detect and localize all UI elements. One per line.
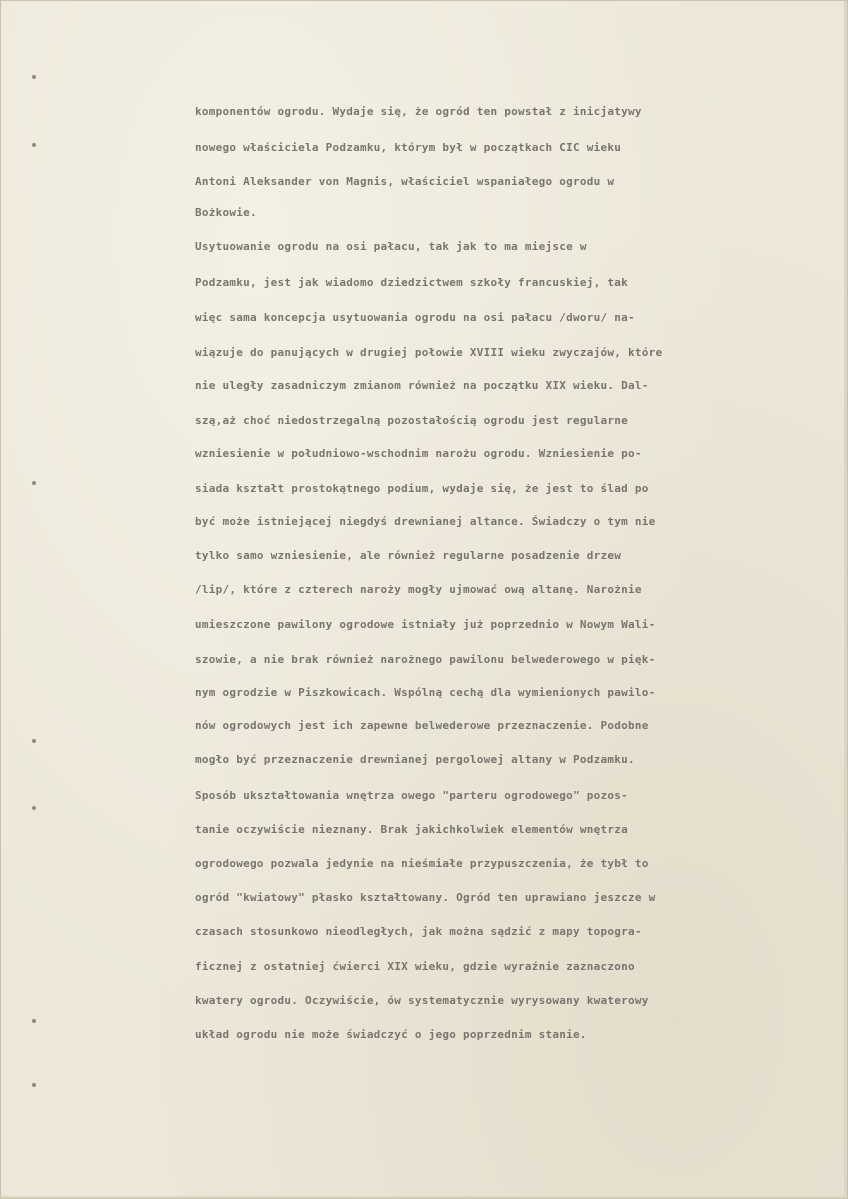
text-line: ogrodowego pozwala jedynie na nieśmiałe przypuszczenia, że tybł to <box>195 857 649 870</box>
text-line: szowie, a nie brak również narożnego pawilonu belwederowego w pięk- <box>195 653 656 666</box>
text-line: tanie oczywiście nieznany. Brak jakichkolwiek elementów wnętrza <box>195 823 628 836</box>
text-line: nym ogrodzie w Piszkowicach. Wspólną cechą dla wymienionych pawilo- <box>195 686 656 699</box>
text-line: Antoni Aleksander von Magnis, właściciel wspaniałego ogrodu w <box>195 175 615 188</box>
text-line: wiązuje do panujących w drugiej połowie XVIII wieku zwyczajów, które <box>195 346 663 359</box>
text-line: Podzamku, jest jak wiadomo dziedzictwem szkoły francuskiej, tak <box>195 276 628 289</box>
text-line: ficznej z ostatniej ćwierci XIX wieku, gdzie wyraźnie zaznaczono <box>195 960 635 973</box>
text-line: nów ogrodowych jest ich zapewne belwederowe przeznaczenie. Podobne <box>195 719 649 732</box>
text-line: /lip/, które z czterech naroży mogły ujmować ową altanę. Narożnie <box>195 583 642 596</box>
margin-speck <box>32 143 36 147</box>
text-line: tylko samo wzniesienie, ale również regularne posadzenie drzew <box>195 549 622 562</box>
margin-speck <box>32 806 36 810</box>
text-line: umieszczone pawilony ogrodowe istniały już poprzednio w Nowym Wali- <box>195 618 656 631</box>
text-line: czasach stosunkowo nieodległych, jak można sądzić z mapy topogra- <box>195 925 642 938</box>
text-line: siada kształt prostokątnego podium, wydaje się, że jest to ślad po <box>195 482 649 495</box>
text-line: szą,aż choć niedostrzegalną pozostałością ogrodu jest regularne <box>195 414 628 427</box>
margin-speck <box>32 481 36 485</box>
text-line: układ ogrodu nie może świadczyć o jego poprzednim stanie. <box>195 1028 587 1041</box>
text-line: być może istniejącej niegdyś drewnianej altance. Świadczy o tym nie <box>195 515 656 528</box>
margin-speck <box>32 1083 36 1087</box>
text-line: Bożkowie. <box>195 206 257 219</box>
margin-speck <box>32 739 36 743</box>
text-line: Sposób ukształtowania wnętrza owego "parteru ogrodowego" pozos- <box>195 789 628 802</box>
text-line: więc sama koncepcja usytuowania ogrodu na osi pałacu /dworu/ na- <box>195 311 635 324</box>
text-line: mogło być przeznaczenie drewnianej pergolowej altany w Podzamku. <box>195 753 635 766</box>
text-line: Usytuowanie ogrodu na osi pałacu, tak jak to ma miejsce w <box>195 240 587 253</box>
text-line: ogród "kwiatowy" płasko kształtowany. Ogród ten uprawiano jeszcze w <box>195 891 656 904</box>
margin-speck <box>32 75 36 79</box>
text-line: nowego właściciela Podzamku, którym był w początkach CIC wieku <box>195 141 622 154</box>
text-line: komponentów ogrodu. Wydaje się, że ogród ten powstał z inicjatywy <box>195 105 642 118</box>
margin-speck <box>32 1019 36 1023</box>
text-line: kwatery ogrodu. Oczywiście, ów systematycznie wyrysowany kwaterowy <box>195 994 649 1007</box>
text-line: wzniesienie w południowo-wschodnim narożu ogrodu. Wzniesienie po- <box>195 447 642 460</box>
text-line: nie uległy zasadniczym zmianom również na początku XIX wieku. Dal- <box>195 379 649 392</box>
